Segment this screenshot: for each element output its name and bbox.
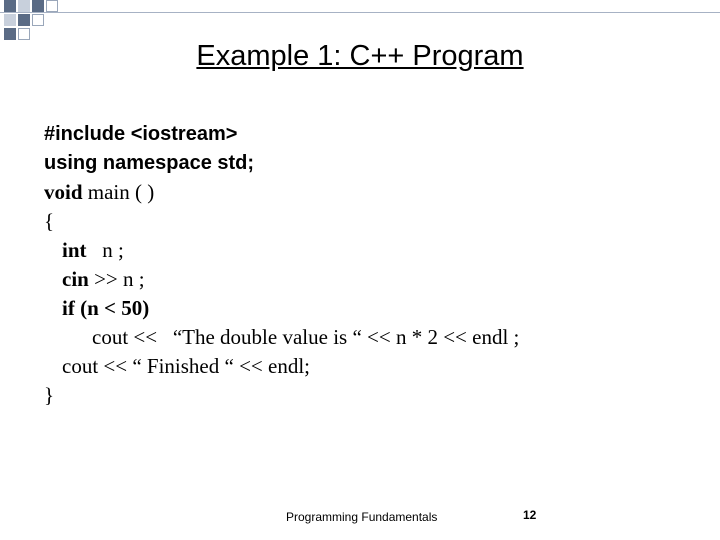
code-line: cout << “ Finished “ << endl; bbox=[62, 354, 311, 378]
slide-footer: Programming Fundamentals bbox=[286, 510, 438, 524]
code-line bbox=[44, 265, 519, 294]
code-text: main ( ) bbox=[82, 180, 155, 204]
decor-square bbox=[18, 28, 30, 40]
code-text: n ; bbox=[86, 238, 124, 262]
code-line: cout << “The double value is “ << n * 2 << endl ; bbox=[92, 325, 520, 349]
page-number: 12 bbox=[523, 508, 537, 522]
code-block bbox=[44, 120, 519, 410]
decor-square bbox=[18, 14, 30, 26]
decor-line bbox=[0, 12, 720, 13]
code-line: } bbox=[44, 383, 55, 407]
decor-square bbox=[32, 0, 44, 12]
code-text: >> n ; bbox=[88, 267, 145, 291]
decor-square bbox=[32, 14, 44, 26]
decor-square bbox=[4, 28, 16, 40]
code-keyword: int bbox=[62, 238, 87, 262]
decor-square bbox=[4, 0, 16, 12]
code-line: #include <iostream> bbox=[44, 123, 238, 145]
code-line: { bbox=[44, 209, 55, 233]
code-keyword: cin bbox=[62, 267, 89, 291]
decor-square bbox=[4, 14, 16, 26]
code-keyword: void bbox=[44, 180, 83, 204]
slide-title: Example 1: C++ Program bbox=[196, 40, 524, 72]
code-line: using namespace std; bbox=[44, 152, 255, 174]
code-line: if (n < 50) bbox=[62, 296, 150, 320]
code-line bbox=[44, 236, 519, 265]
code-line bbox=[44, 178, 519, 207]
decor-square bbox=[46, 0, 58, 12]
decor-square bbox=[18, 0, 30, 12]
